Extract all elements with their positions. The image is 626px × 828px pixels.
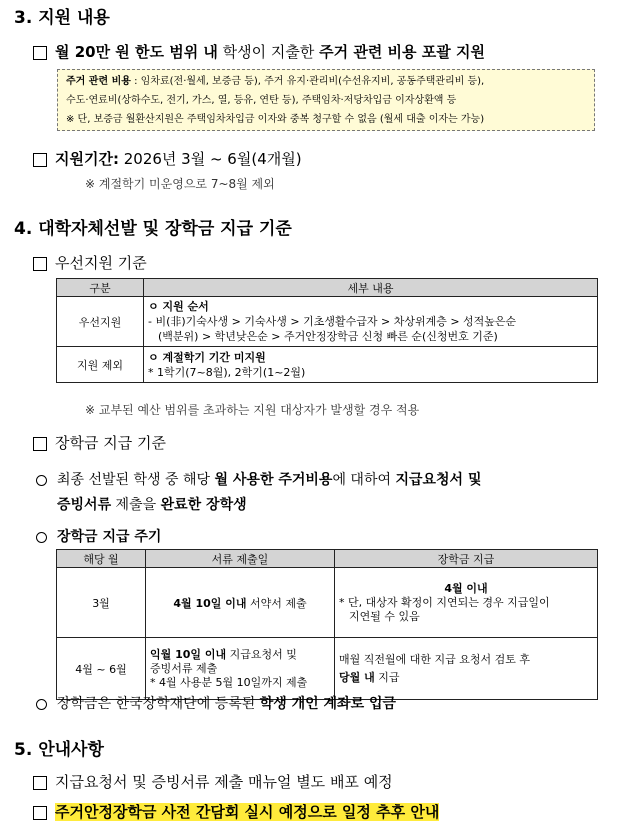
section-3-title: 3. 지원 내용 xyxy=(14,8,110,28)
pay-criteria-text-line2: 증빙서류 제출을 완료한 장학생 xyxy=(57,497,247,513)
col-header: 서류 제출일 xyxy=(146,550,335,568)
row-label: 우선지원 xyxy=(57,297,144,347)
row-doc: 4월 10일 이내 서약서 제출 xyxy=(146,568,335,638)
section-5-title: 5. 안내사항 xyxy=(14,740,104,760)
pay-criteria-heading: 장학금 지급 기준 xyxy=(33,432,166,453)
row-doc: 익월 10일 이내 지급요청서 및 증빙서류 제출 * 4월 사용분 5월 10일까지 제출 xyxy=(146,638,335,700)
pay-cycle-table xyxy=(56,549,598,700)
checkbox-icon xyxy=(33,437,47,451)
checkbox-icon xyxy=(33,46,47,60)
pay-cycle-heading: 장학금 지급 주기 xyxy=(36,526,161,546)
circle-bullet-icon xyxy=(36,699,47,710)
priority-heading: 우선지원 기준 xyxy=(33,252,147,273)
support-period-item: 지원기간: 2026년 3월 ~ 6월(4개월) xyxy=(33,148,302,169)
section-4-title: 4. 대학자체선발 및 장학금 지급 기준 xyxy=(14,219,292,239)
account-note: 장학금은 한국장학재단에 등록된 학생 개인 계좌로 입금 xyxy=(36,693,396,713)
period-note: ※ 계절학기 미운영으로 7~8월 제외 xyxy=(85,177,275,191)
notice-item-manual: 지급요청서 및 증빙서류 제출 매뉴얼 별도 배포 예정 xyxy=(33,771,393,792)
checkbox-icon xyxy=(33,153,47,167)
row-pay: 매월 직전월에 대한 지급 요청서 검토 후 당월 내 지급 xyxy=(335,638,598,700)
row-month: 3월 xyxy=(57,568,146,638)
support-amount-item: 월 20만 원 한도 범위 내 학생이 지출한 주거 관련 비용 포괄 지원 xyxy=(33,41,485,62)
col-header: 세부 내용 xyxy=(144,279,598,297)
budget-note: ※ 교부된 예산 범위를 초과하는 지원 대상자가 발생할 경우 적용 xyxy=(85,403,420,417)
checkbox-icon xyxy=(33,776,47,790)
row-detail: ㅇ 지원 순서 - 비(非)기숙사생 > 기숙사생 > 기초생활수급자 > 차상위계층 > 성적높은순 (백분위) > 학년낮은순 > 주거안정장학금 신청 빠른 순(신청번호 기준) xyxy=(144,297,598,347)
notice-item-meeting: 주거안정장학금 사전 간담회 실시 예정으로 일정 추후 안내 xyxy=(33,801,439,822)
housing-cost-note-box: 주거 관련 비용 : 임차료(전·월세, 보증금 등), 주거 유지·관리비(수선유지비, 공동주택관리비 등), 수도·연료비(상하수도, 전기, 가스, 열, 등유, 연탄 등), 주택임차·저당차입금 이자상환액 등 ※ 단, 보증금 월환산지원은 주택임차차입금 이자와 중복 청구할 수 없음 (월세 대출 이자는 가능) xyxy=(57,69,595,131)
checkbox-icon xyxy=(33,257,47,271)
circle-bullet-icon xyxy=(36,532,47,543)
col-header: 구분 xyxy=(57,279,144,297)
checkbox-icon xyxy=(33,806,47,820)
row-pay: 4월 이내 * 단, 대상자 확정이 지연되는 경우 지급일이 지연될 수 있음 xyxy=(335,568,598,638)
row-month: 4월 ~ 6월 xyxy=(57,638,146,700)
pay-criteria-text: 최종 선발된 학생 중 해당 월 사용한 주거비용에 대하여 지급요청서 및 xyxy=(36,469,481,489)
circle-bullet-icon xyxy=(36,475,47,486)
col-header: 장학금 지급 xyxy=(335,550,598,568)
row-label: 지원 제외 xyxy=(57,347,144,383)
col-header: 해당 월 xyxy=(57,550,146,568)
row-detail: ㅇ 계절학기 기간 미지원 * 1학기(7~8월), 2학기(1~2월) xyxy=(144,347,598,383)
priority-table xyxy=(56,278,598,383)
